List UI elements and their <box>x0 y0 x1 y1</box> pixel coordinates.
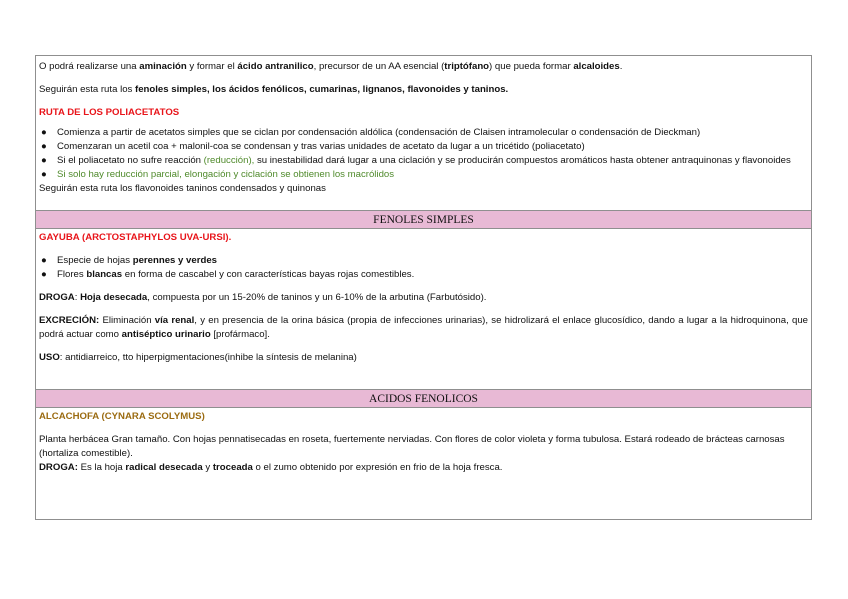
text-run: Especie de hojas <box>57 255 133 266</box>
plant-title-gayuba: GAYUBA (ARCTOSTAPHYLOS UVA-URSI). <box>39 232 232 243</box>
plant-title-alcachofa: ALCACHOFA (CYNARA SCOLYMUS) <box>39 411 205 422</box>
poliacetatos-footer: Seguirán esta ruta los flavonoides taninos condensados y quinonas <box>39 183 326 194</box>
text-run: Eliminación <box>99 315 155 326</box>
intro-cell <box>36 56 811 210</box>
list-item <box>39 254 808 268</box>
text-run: alcaloides <box>573 61 620 72</box>
text-run: ) que pueda formar <box>489 61 574 72</box>
gayuba-uso <box>39 351 808 365</box>
poliacetatos-list <box>39 126 808 182</box>
text-run: , y en presencia de la orina básica (propia de infecciones urinarias), se hidrolizará el enlace glucosídico, dando a lugar a la hidroquinona, que podrá actuar como <box>39 315 809 340</box>
text-run: blancas <box>86 269 123 280</box>
text-run: troceada <box>212 462 253 473</box>
text-run: Hoja desecada <box>80 292 148 303</box>
text-run: Si solo hay reducción parcial, elongación y ciclación se obtienen los macrólidos <box>57 169 395 180</box>
bullet-icon: ● <box>41 169 47 180</box>
document-table <box>35 55 812 520</box>
text-run: radical desecada <box>125 462 203 473</box>
text-run: y <box>202 462 213 473</box>
list-item <box>39 126 808 140</box>
text-run: aminación <box>139 61 187 72</box>
list-item <box>39 268 808 282</box>
intro-line-1 <box>39 60 808 74</box>
text-run: vía renal <box>154 315 195 326</box>
bullet-icon: ● <box>41 269 47 280</box>
text-run: Comenzaran un acetil coa + malonil-coa se condensan y tras varias unidades de acetato da lugar a un tricétido (poliacetato) <box>57 141 585 152</box>
list-item-text <box>57 155 791 166</box>
text-run: Comienza a partir de acetatos simples que se ciclan por condensación aldólica (condensación de Claisen intramolecular o condensación de Dieckman) <box>57 127 701 138</box>
intro-line-2 <box>39 83 808 97</box>
text-run: perennes y verdes <box>132 255 217 266</box>
list-item-text <box>57 255 217 266</box>
text-run: , precursor de un AA esencial ( <box>313 61 445 72</box>
list-item-text <box>57 127 700 138</box>
text-run: : <box>74 292 81 303</box>
text-run: . <box>619 61 623 72</box>
list-item-text <box>57 269 414 280</box>
gayuba-excrecion <box>39 314 808 342</box>
text-run: , compuesta por un 15-20% de taninos y un 6-10% de la arbutina (Farbutósido). <box>147 292 487 303</box>
alcachofa-description: Planta herbácea Gran tamaño. Con hojas pennatisecadas en roseta, fuertemente nerviadas. Con flores de color violeta y forma tubulosa. Estará rodeado de brácteas carnosas (hortaliza comestible). <box>39 434 785 459</box>
section-band-acidos-fenolicos: ACIDOS FENOLICOS <box>36 389 811 408</box>
section-band-fenoles-simples: FENOLES SIMPLES <box>36 210 811 229</box>
text-run: : antidiarreico, tto hiperpigmentaciones(inhibe la síntesis de melanina) <box>59 352 357 363</box>
text-run: y formar el <box>186 61 238 72</box>
text-run: Seguirán esta ruta los <box>39 84 135 95</box>
bullet-icon: ● <box>41 255 47 266</box>
text-run: Flores <box>57 269 87 280</box>
bullet-icon: ● <box>41 141 47 152</box>
list-item-text <box>57 141 585 152</box>
text-run: EXCRECIÓN: <box>39 315 100 326</box>
text-run: en forma de cascabel y con características bayas rojas comestibles. <box>122 269 415 280</box>
text-run: triptófano <box>444 61 490 72</box>
gayuba-droga <box>39 291 808 305</box>
bullet-icon: ● <box>41 127 47 138</box>
text-run: (reducción), <box>203 155 255 166</box>
bullet-icon: ● <box>41 155 47 166</box>
text-run: Es la hoja <box>77 462 126 473</box>
list-item-text <box>57 169 394 180</box>
text-run: Si el poliacetato no sufre reacción <box>57 155 204 166</box>
fenoles-simples-cell <box>36 229 811 389</box>
text-run: O podrá realizarse una <box>39 61 140 72</box>
text-run: o el zumo obtenido por expresión en frio de la hoja fresca. <box>252 462 503 473</box>
gayuba-list <box>39 254 808 282</box>
text-run: USO <box>39 352 60 363</box>
list-item <box>39 140 808 154</box>
alcachofa-droga <box>39 461 808 475</box>
text-run: ácido antranilico <box>237 61 314 72</box>
text-run: su inestabilidad dará lugar a una ciclación y se producirán compuestos aromáticos hasta obtener antraquinonas y flavonoides <box>254 155 791 166</box>
text-run: DROGA <box>39 292 75 303</box>
list-item <box>39 154 808 168</box>
text-run: antiséptico urinario <box>121 329 211 340</box>
text-run: [profármaco]. <box>210 329 270 340</box>
list-item <box>39 168 808 182</box>
text-run: DROGA: <box>39 462 78 473</box>
text-run: fenoles simples, los ácidos fenólicos, cumarinas, lignanos, flavonoides y taninos. <box>135 84 509 95</box>
poliacetatos-title: RUTA DE LOS POLIACETATOS <box>39 107 180 118</box>
acidos-fenolicos-cell <box>36 408 811 475</box>
